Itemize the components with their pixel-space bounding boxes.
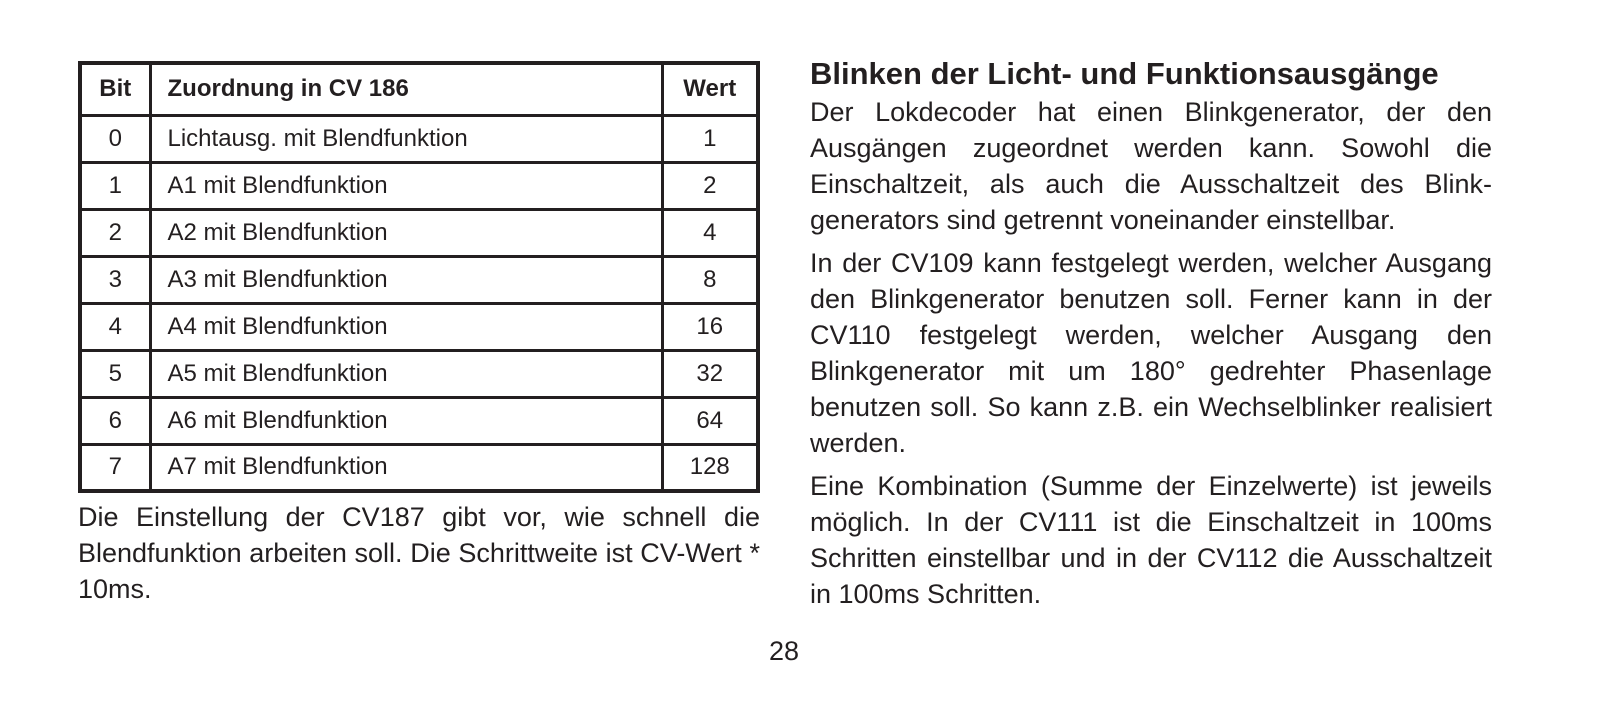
cell-assignment: A2 mit Blendfunktion	[150, 209, 662, 256]
table-row	[80, 397, 758, 444]
cell-value: 32	[662, 350, 758, 397]
header-value: Wert	[662, 63, 758, 115]
cell-value: 4	[662, 209, 758, 256]
cell-bit: 5	[80, 350, 150, 397]
cell-bit: 1	[80, 162, 150, 209]
table-row	[80, 256, 758, 303]
header-bit: Bit	[80, 63, 150, 115]
cv186-table	[78, 61, 760, 493]
paragraph-timing: Eine Kombination (Summe der Einzelwerte) ist jeweils möglich. In der CV111 ist die Einschaltzeit in 100ms Schritten einstellbar und in der CV112 die Ausschaltzeit in 100ms Schritten.	[810, 471, 1492, 609]
cell-assignment: A7 mit Blendfunktion	[150, 444, 662, 491]
cell-assignment: A5 mit Blendfunktion	[150, 350, 662, 397]
cell-value: 128	[662, 444, 758, 491]
header-assignment: Zuordnung in CV 186	[150, 63, 662, 115]
table-row	[80, 162, 758, 209]
cell-bit: 4	[80, 303, 150, 350]
cell-value: 2	[662, 162, 758, 209]
table-row	[80, 115, 758, 162]
table-row	[80, 444, 758, 491]
paragraph-blink-generator: Der Lokdecoder hat einen Blinkgenerator, der den Ausgängen zugeordnet werden kann. Sowohl die Einschaltzeit, als auch die Ausschaltzeit des Blinkgenerators sind getrennt voneinander einstellbar.	[810, 97, 1492, 235]
paragraph-output-assignment: In der CV109 kann festgelegt werden, welcher Ausgang den Blinkgenerator benutzen soll. Ferner kann in der CV110 festgelegt werden, welcher Ausgang den Blinkgenerator mit um 180° gedrehter Phasenlage benutzen soll. So kann z.B. ein Wechselblinker realisiert werden.	[810, 248, 1492, 458]
cell-bit: 3	[80, 256, 150, 303]
cell-value: 8	[662, 256, 758, 303]
cell-assignment: Lichtausg. mit Blendfunktion	[150, 115, 662, 162]
cell-assignment: A6 mit Blendfunktion	[150, 397, 662, 444]
table-row	[80, 303, 758, 350]
cell-value: 64	[662, 397, 758, 444]
blend-speed-note: Die Einstellung der CV187 gibt vor, wie schnell die Blendfunktion arbeiten soll. Die Schrittweite ist CV-Wert * 10ms.	[78, 502, 760, 604]
cell-value: 16	[662, 303, 758, 350]
cell-assignment: A4 mit Blendfunktion	[150, 303, 662, 350]
table-row	[80, 350, 758, 397]
cell-bit: 7	[80, 444, 150, 491]
right-column	[810, 54, 1492, 619]
left-column	[78, 61, 760, 607]
cell-bit: 0	[80, 115, 150, 162]
cell-assignment: A1 mit Blendfunktion	[150, 162, 662, 209]
cell-bit: 2	[80, 209, 150, 256]
page-number: 28	[768, 636, 800, 666]
cell-assignment: A3 mit Blendfunktion	[150, 256, 662, 303]
cell-bit: 6	[80, 397, 150, 444]
section-heading: Blinken der Licht- und Funktionsausgänge	[810, 56, 1439, 91]
table-row	[80, 209, 758, 256]
table-header-row	[80, 63, 758, 115]
cell-value: 1	[662, 115, 758, 162]
